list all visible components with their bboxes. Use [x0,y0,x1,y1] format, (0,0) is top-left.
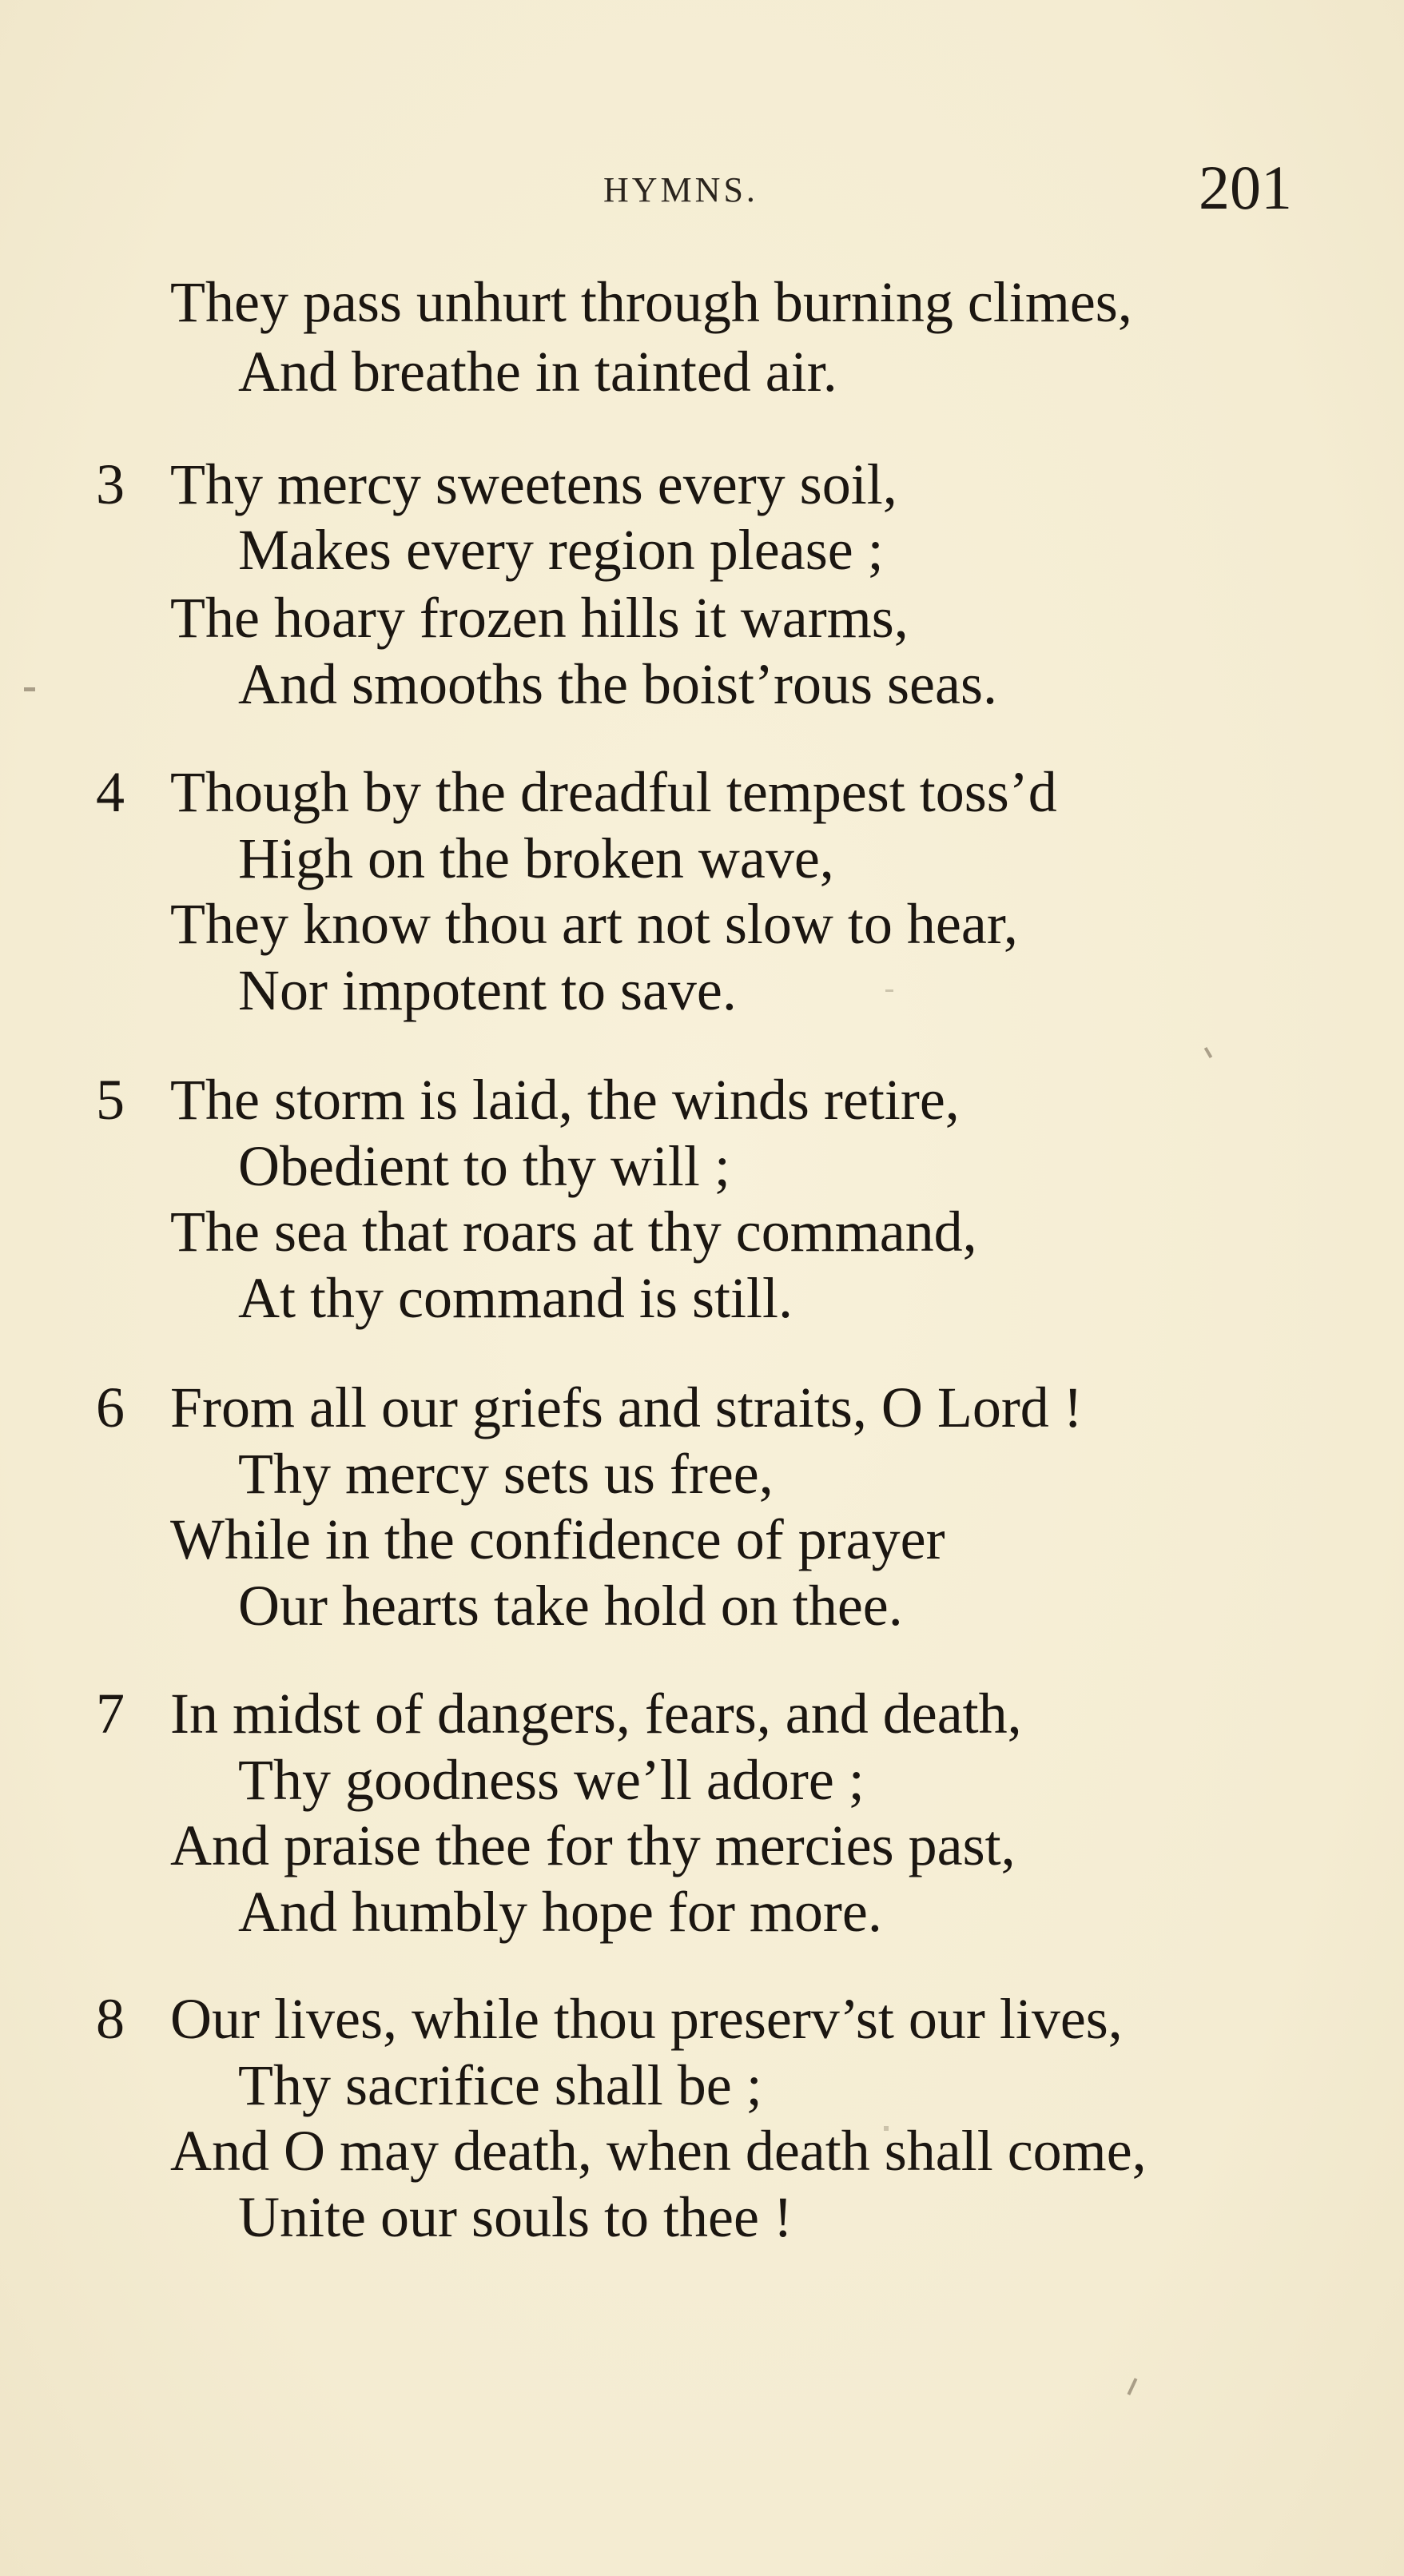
stanza-number: 8 [96,1987,125,2051]
verse-line: And humbly hope for more. [238,1880,882,1944]
verse-line: They pass unhurt through burning climes, [170,270,1132,334]
verse-line: And O may death, when death shall come, [170,2119,1147,2183]
verse-line: The storm is laid, the winds retire, [170,1068,960,1132]
page-number: 201 [1199,153,1292,222]
verse-line: Thy mercy sets us free, [238,1442,774,1506]
paper-speck [884,2126,889,2131]
verse-line: Unite our souls to thee ! [238,2185,793,2249]
verse-line: Makes every region please ; [238,518,884,582]
verse-line: At thy command is still. [238,1266,793,1330]
running-head: HYMNS. [603,170,758,209]
stanza-number: 7 [96,1682,125,1746]
verse-line: The hoary frozen hills it warms, [170,586,909,650]
verse-line: While in the confidence of prayer [170,1507,945,1571]
stanza-number: 4 [96,760,125,824]
verse-line: In midst of dangers, fears, and death, [170,1682,1022,1746]
verse-line: Though by the dreadful tempest toss’d [170,760,1057,824]
verse-line: From all our griefs and straits, O Lord ! [170,1376,1083,1439]
verse-line: Thy goodness we’ll adore ; [238,1748,865,1812]
paper-speck [24,687,35,691]
stanza-number: 5 [96,1068,125,1132]
verse-line: Thy sacrifice shall be ; [238,2053,762,2117]
verse-line: Obedient to thy will ; [238,1134,730,1198]
paper-speck [885,989,893,992]
verse-line: And breathe in tainted air. [238,340,837,404]
verse-line: They know thou art not slow to hear, [170,892,1018,956]
verse-line: Thy mercy sweetens every soil, [170,452,897,516]
verse-line: And praise thee for thy mercies past, [170,1814,1016,1877]
stanza-number: 3 [96,452,125,516]
verse-line: And smooths the boist’rous seas. [238,652,997,716]
verse-line: Our lives, while thou preserv’st our lives, [170,1987,1123,2051]
paper-speck [1204,1047,1212,1058]
verse-line: Nor impotent to save. [238,958,737,1022]
verse-line: High on the broken wave, [238,826,834,890]
verse-line: Our hearts take hold on thee. [238,1574,903,1638]
stanza-number: 6 [96,1376,125,1439]
paper-speck [1128,2378,1138,2395]
verse-line: The sea that roars at thy command, [170,1200,977,1264]
